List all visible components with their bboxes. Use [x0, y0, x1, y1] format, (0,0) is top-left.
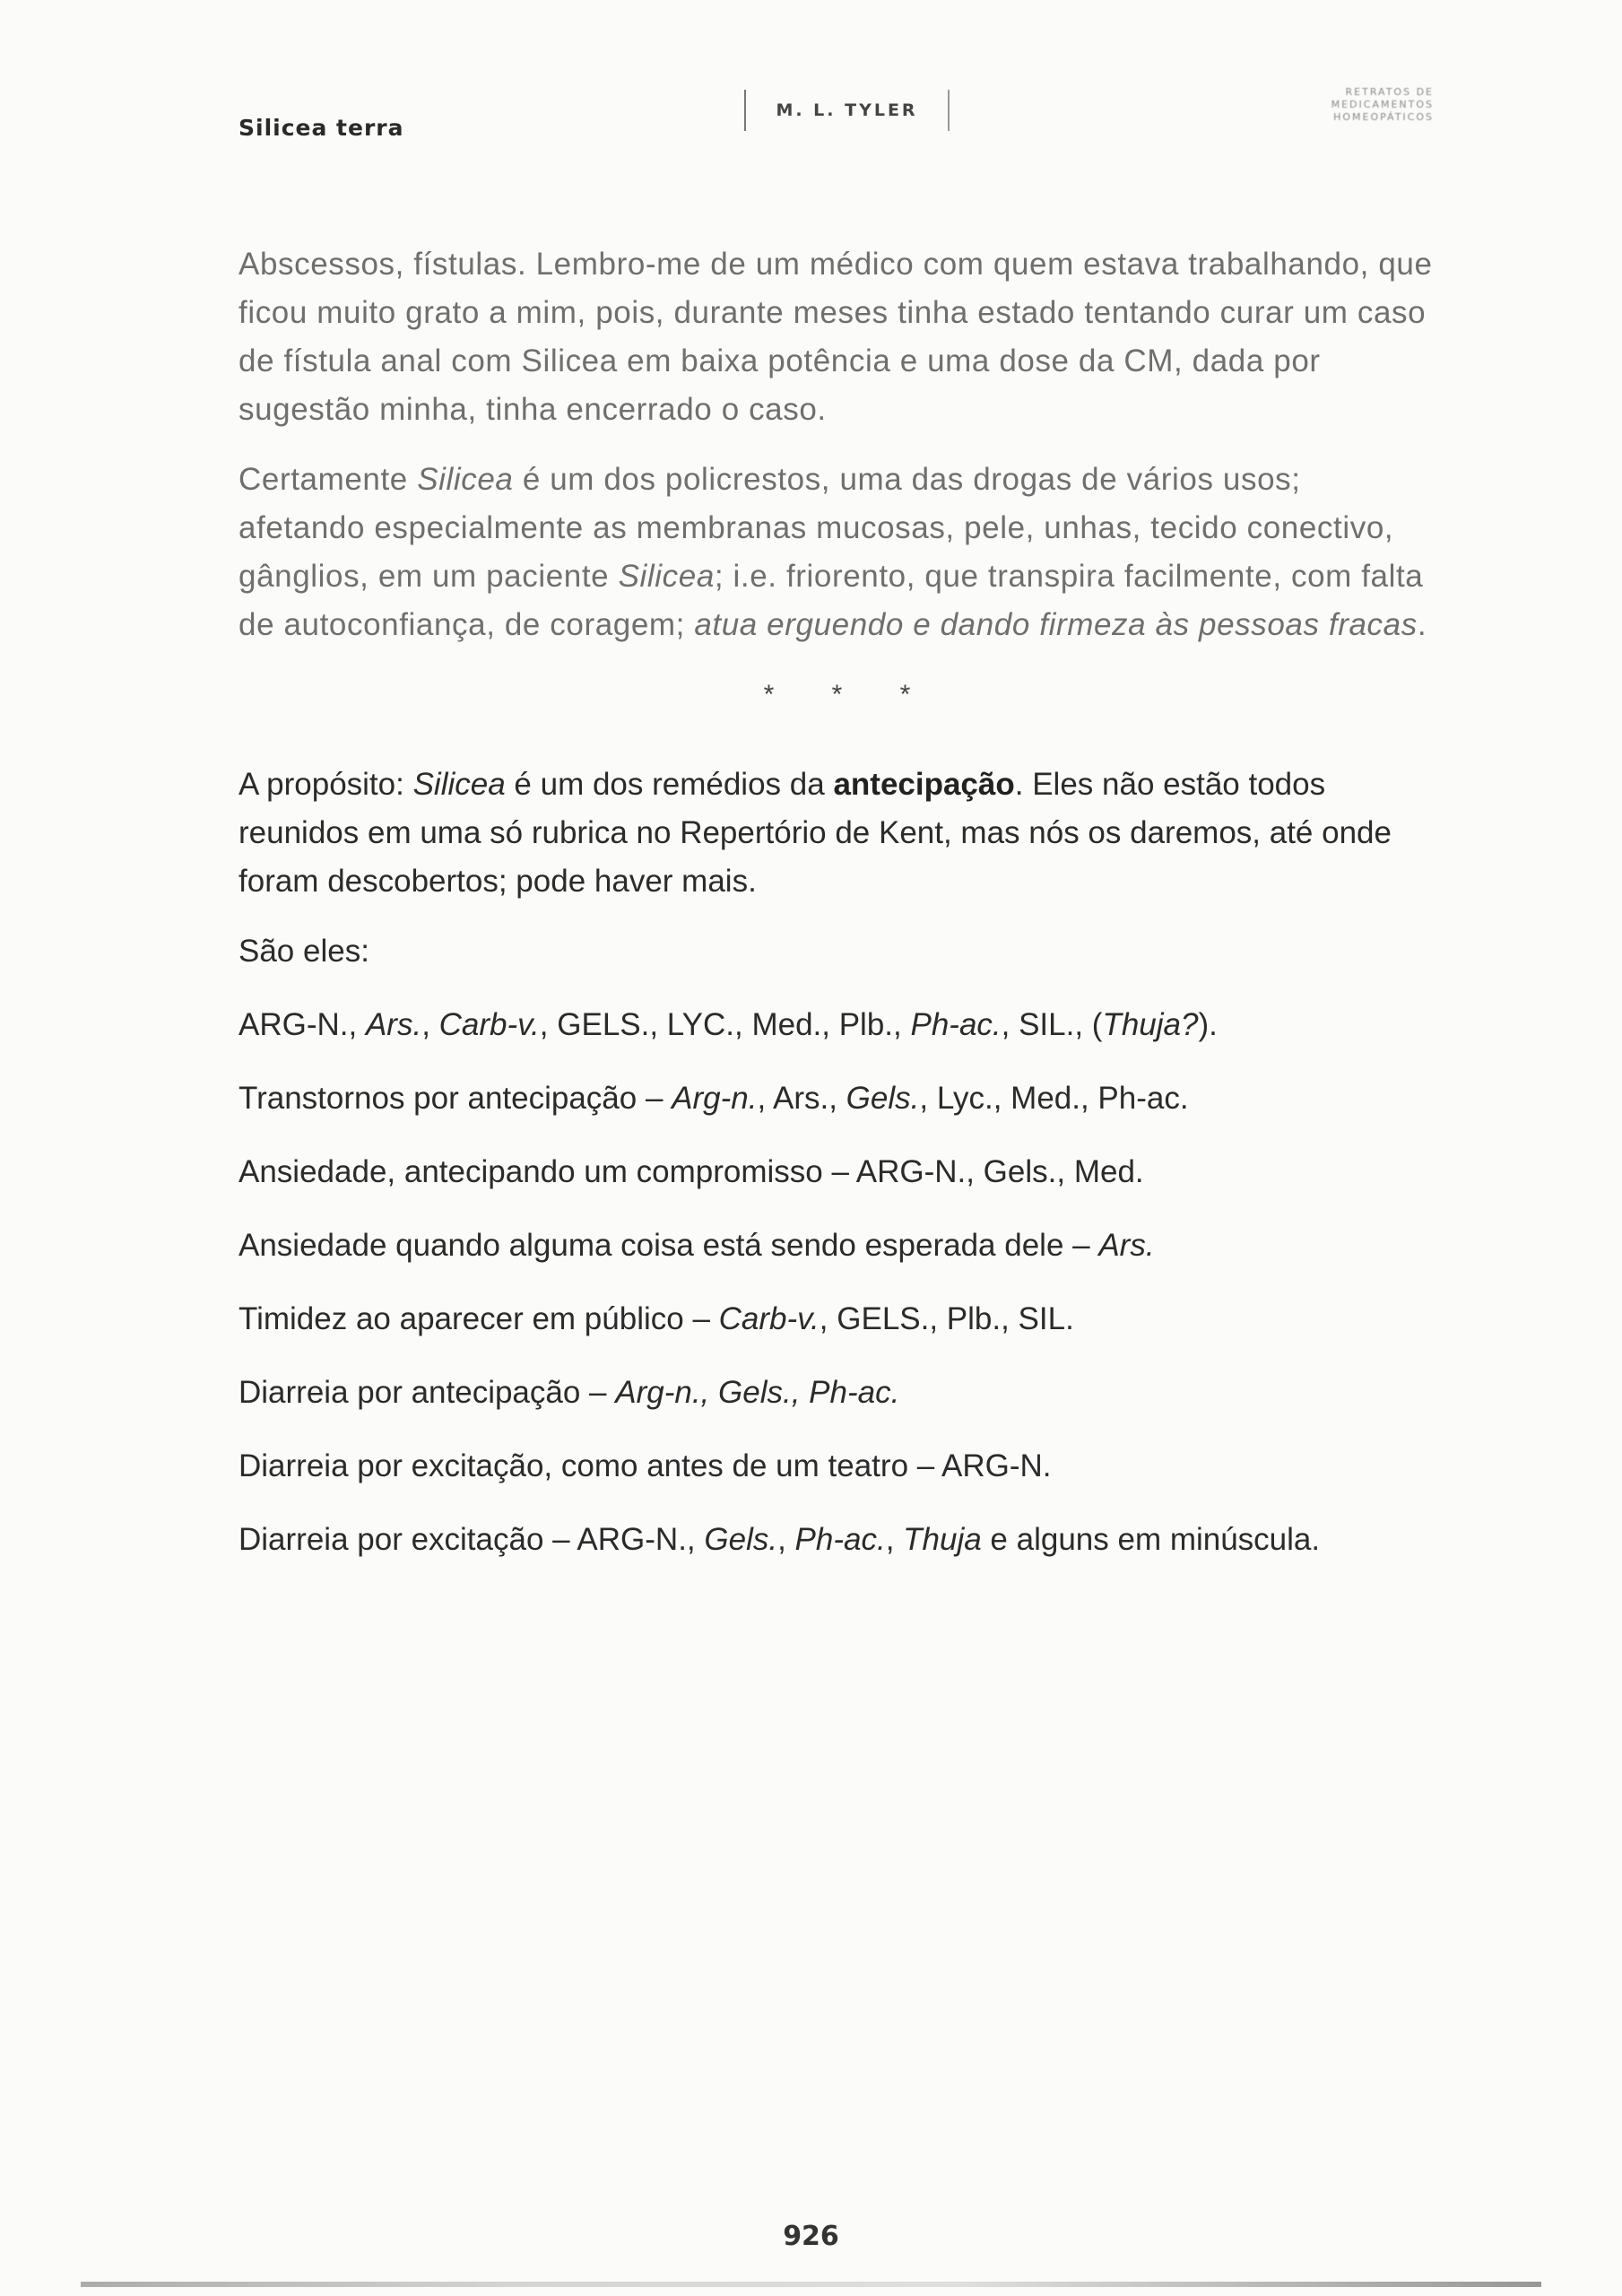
rubric-line: Diarreia por excitação, como antes de um teatro – ARG-N.: [239, 1448, 1052, 1483]
paragraph-policresto: Certamente Silicea é um dos policrestos, uma das drogas de vários usos; afetando especialmente as membranas mucosas, pele, unhas, tecido conectivo, gânglios, em um paciente Silicea; i.e. friorento, que transpira facilmente, com falta de autoconfiança, de coragem; atua erguendo e dando firmeza às pessoas fracas.: [239, 462, 1427, 642]
rubric-line: Diarreia por excitação – ARG-N., Gels., Ph-ac., Thuja e alguns em minúscula.: [239, 1522, 1321, 1557]
rubric-line: Transtornos por antecipação – Arg-n., Ars., Gels., Lyc., Med., Ph-ac.: [239, 1081, 1189, 1116]
page-number: 926: [783, 2221, 839, 2252]
page-edge-shadow: [81, 2282, 1541, 2287]
series-title-line: HOMEOPÁTICOS: [1333, 111, 1434, 123]
rubric-line: Ansiedade, antecipando um compromisso – ARG-N., Gels., Med.: [239, 1154, 1144, 1189]
running-head: Silicea terra: [239, 115, 404, 141]
paragraph-fistulas: Abscessos, fístulas. Lembro-me de um médico com quem estava trabalhando, que ficou muito grato a mim, pois, durante meses tinha estado tentando curar um caso de fístula anal com Silicea em baixa potência e uma dose da CM, dada por sugestão minha, tinha encerrado o caso.: [239, 247, 1433, 427]
remedy-list: [239, 927, 1436, 1564]
paragraph-antecipacao: A propósito: Silicea é um dos remédios da antecipação. Eles não estão todos reunidos em uma só rubrica no Repertório de Kent, mas nós os daremos, até onde foram descobertos; pode haver mais.: [239, 767, 1392, 899]
body-text: [239, 240, 1436, 1589]
list-intro: São eles:: [239, 934, 369, 969]
series-title-line: MEDICAMENTOS: [1331, 99, 1434, 110]
rubric-line: Ansiedade quando alguma coisa está sendo esperada dele – Ars.: [239, 1228, 1155, 1263]
series-title: [1331, 86, 1434, 124]
remedy-line: ARG-N., Ars., Carb-v., GELS., LYC., Med., Plb., Ph-ac., SIL., (Thuja?).: [239, 1007, 1218, 1042]
author-name: M. L. TYLER: [744, 90, 950, 131]
series-title-line: RETRATOS DE: [1345, 86, 1434, 98]
section-separator: * * *: [763, 680, 936, 709]
rubric-line: Diarreia por antecipação – Arg-n., Gels., Ph-ac.: [239, 1375, 900, 1410]
rubric-line: Timidez ao aparecer em público – Carb-v., GELS., Plb., SIL.: [239, 1301, 1074, 1336]
